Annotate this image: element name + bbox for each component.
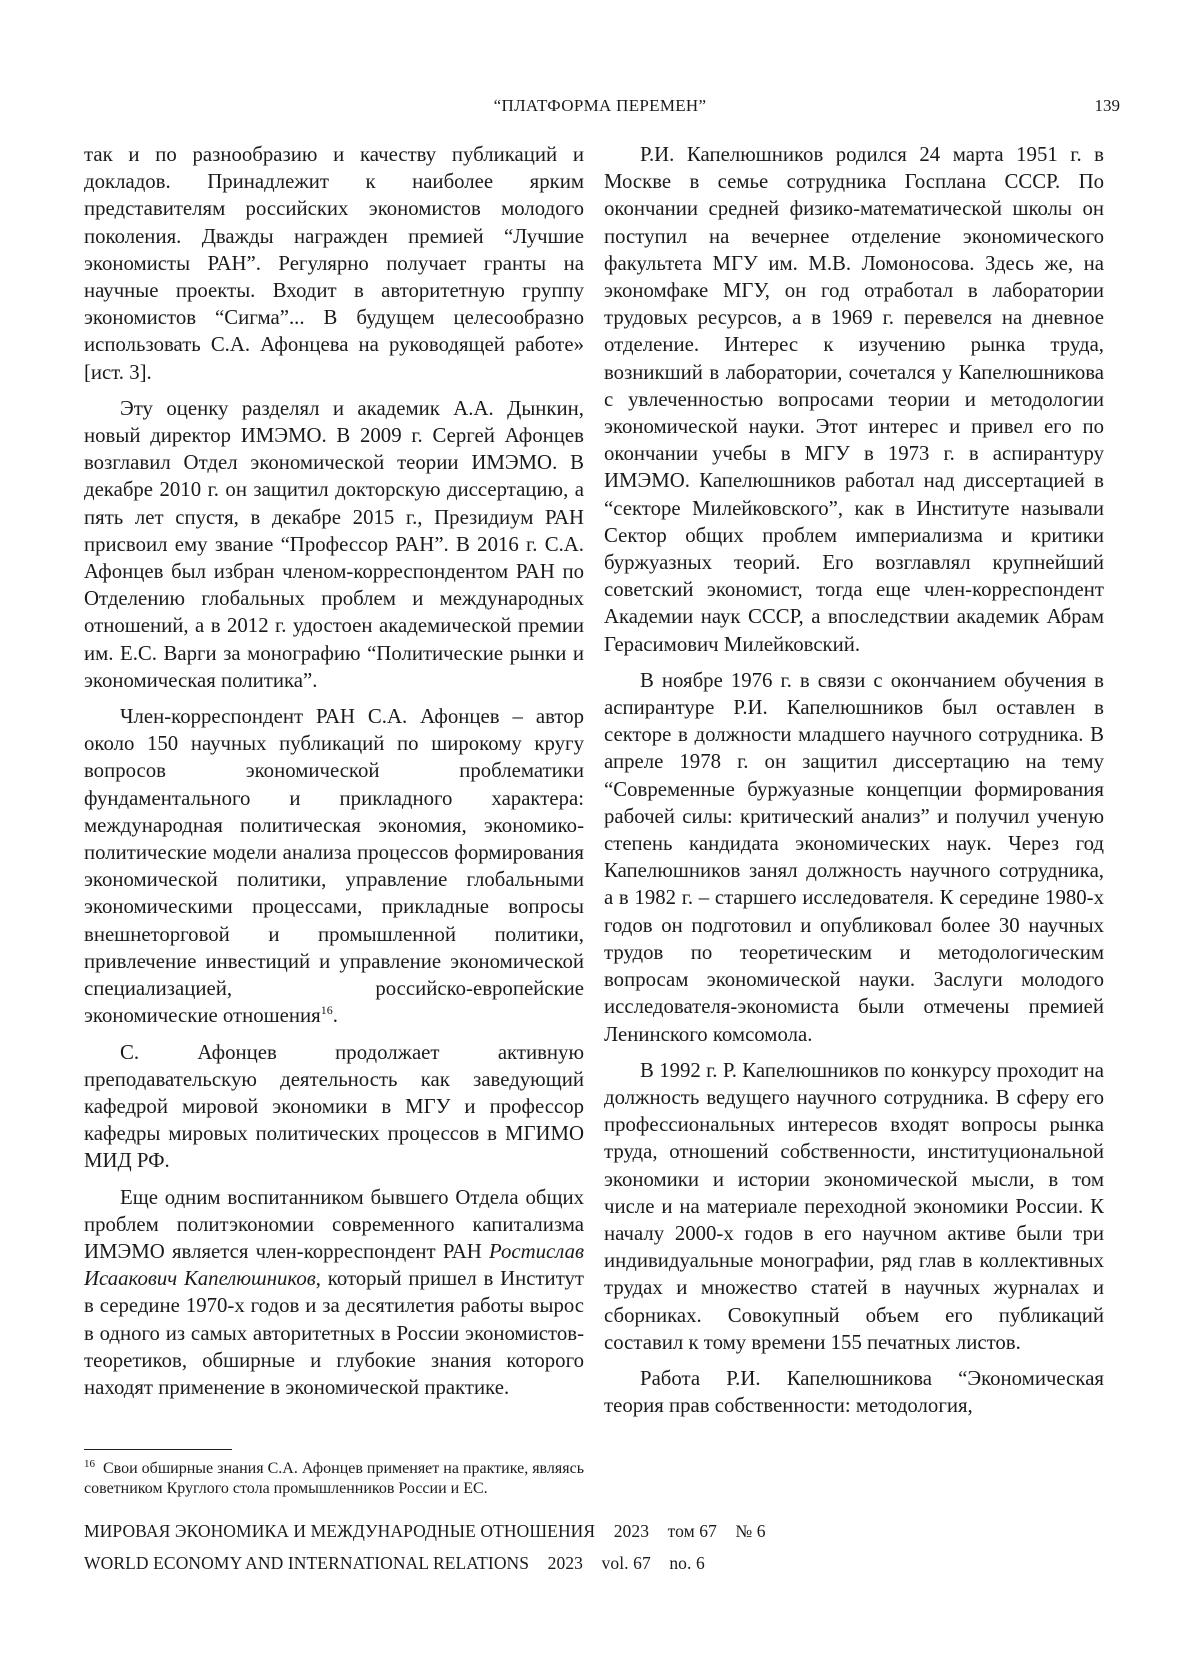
paragraph [84, 1184, 584, 1402]
paragraph-text: , который пришел в Институт в середине 1970-х годов и за десятилетия работы вырос в одного из самых авторитетных в России экономистов-теоретиков, обширные и глубокие знания которого находят применение в экономической практике. [84, 1267, 584, 1399]
journal-footer-ru [84, 1521, 780, 1542]
footnote-text: Свои обширные знания С.А. Афонцев применяет на практике, являясь советником Круглого стола промышленников России и ЕС. [84, 1460, 584, 1497]
journal-volume: том 67 [667, 1521, 717, 1541]
paragraph-end: . [332, 1004, 338, 1028]
journal-footer-en [84, 1553, 719, 1574]
paragraph: В ноябре 1976 г. в связи с окончанием обучения в аспирантуре Р.И. Капелюшников был оставлен в секторе в должности младшего научного сотрудника. В апреле 1978 г. он защитил диссертацию на тему “Современные буржуазные концепции формирования рабочей силы: критический анализ” и получил ученую степень кандидата экономических наук. Через год Капелюшников занял должность научного сотрудника, а в 1982 г. – старшего исследователя. К середине 1980-х годов он подготовил и опубликовал более 30 научных трудов по теоретическим и методологическим вопросам экономической науки. Заслуги молодого исследователя-экономиста были отмечены премией Ленинского комсомола. [604, 668, 1104, 1046]
footnote-ref: 16 [320, 1003, 333, 1018]
footnote-number: 16 [84, 1457, 95, 1470]
paragraph-text: Еще одним воспитанником бывшего Отдела общих проблем политэкономии современного капитализма ИМЭМО является член-корреспондент РАН [84, 1185, 584, 1263]
journal-year: 2023 [613, 1521, 650, 1541]
paragraph: С. Афонцев продолжает активную преподавательскую деятельность как заведующий кафедрой мировой экономики в МГУ и профессор кафедры мировых политических процессов в МГИМО МИД РФ. [84, 1040, 584, 1173]
paragraph: Работа Р.И. Капелюшникова “Экономическая теория прав собственности: методология, [604, 1366, 1104, 1418]
journal-issue: no. 6 [669, 1553, 705, 1573]
paragraph: В 1992 г. Р. Капелюшников по конкурсу проходит на должность ведущего научного сотрудника. В сферу его профессиональных интересов входят вопросы рынка труда, отношений собственности, институциональной экономики и истории экономической мысли, в том числе и на материале переходной экономики России. К началу 2000-х годов в его научном активе были три индивидуальные монографии, ряд глав в коллективных трудах и множество статей в научных журналах и сборниках. Совокупный объем его публикаций составил к тому времени 155 печатных листов. [604, 1058, 1104, 1354]
right-column [604, 141, 1104, 1428]
paragraph: так и по разнообразию и качеству публикаций и докладов. Принадлежит к наиболее ярким представителям российских экономистов молодого поколения. Дважды награжден премией “Лучшие экономисты РАН”. Регулярно получает гранты на научные проекты. Входит в авторитетную группу экономистов “Сигма”... В будущем целесообразно использовать С.А. Афонцева на руководящей работе» [ист. 3]. [84, 143, 584, 384]
running-title: “ПЛАТФОРМА ПЕРЕМЕН” [493, 96, 707, 115]
left-column [84, 141, 584, 1410]
journal-issue: № 6 [735, 1521, 766, 1541]
paragraph: Р.И. Капелюшников родился 24 марта 1951 г. в Москве в семье сотрудника Госплана СССР. По окончании средней физико-математической школы он поступил на вечернее отделение экономического факультета МГУ им. М.В. Ломоносова. Здесь же, на экономфаке МГУ, он год отработал в лаборатории трудовых ресурсов, а в 1969 г. перевелся на дневное отделение. Интерес к изучению рынка труда, возникший в лаборатории, сочетался у Капелюшникова с увлеченностью вопросами теории и методологии экономической науки. Этот интерес и привел его по окончании учебы в МГУ в 1973 г. в аспирантуру ИМЭМО. Капелюшников работал над диссертацией в “секторе Милейковского”, как в Институте называли Сектор общих проблем империализма и критики буржуазных теорий. Его возглавлял крупнейший советский экономист, тогда еще член-корреспондент Академии наук СССР, а впоследствии академик Абрам Герасимович Милейковский. [604, 143, 1104, 656]
journal-name: WORLD ECONOMY AND INTERNATIONAL RELATIONS [84, 1553, 530, 1573]
paragraph: Эту оценку разделял и академик А.А. Дынкин, новый директор ИМЭМО. В 2009 г. Сергей Афонцев возглавил Отдел экономической теории ИМЭМО. В декабре 2010 г. он защитил докторскую диссертацию, а пять лет спустя, в декабре 2015 г., Президиум РАН присвоил ему звание “Профессор РАН”. В 2016 г. С.А. Афонцев был избран членом-корреспондентом РАН по Отделению глобальных проблем и международных отношений, а в 2012 г. удостоен академической премии им. Е.С. Варги за монографию “Политические рынки и экономическая политика”. [84, 396, 584, 692]
footnote [84, 1459, 584, 1499]
journal-name: МИРОВАЯ ЭКОНОМИКА И МЕЖДУНАРОДНЫЕ ОТНОШЕНИЯ [84, 1521, 596, 1541]
running-header [80, 96, 1120, 122]
journal-volume: vol. 67 [601, 1553, 651, 1573]
page-number: 139 [1094, 96, 1120, 115]
footnote-divider [84, 1449, 232, 1450]
paragraph [84, 703, 584, 1029]
person-name: Ростислав Исаакович Капелюшников [84, 1239, 584, 1291]
journal-year: 2023 [547, 1553, 584, 1573]
paragraph-text: Член-корреспондент РАН С.А. Афонцев – автор около 150 научных публикаций по широкому кругу вопросов экономической проблематики фундаментального и прикладного характера: международная политическая экономия, экономико-политические модели анализа процессов формирования экономической политики, управление глобальными экономическими процессами, прикладные вопросы внешнеторговой и промышленной политики, привлечение инвестиций и управление экономической специализацией, российско-европейские экономические отношения [84, 705, 584, 1028]
